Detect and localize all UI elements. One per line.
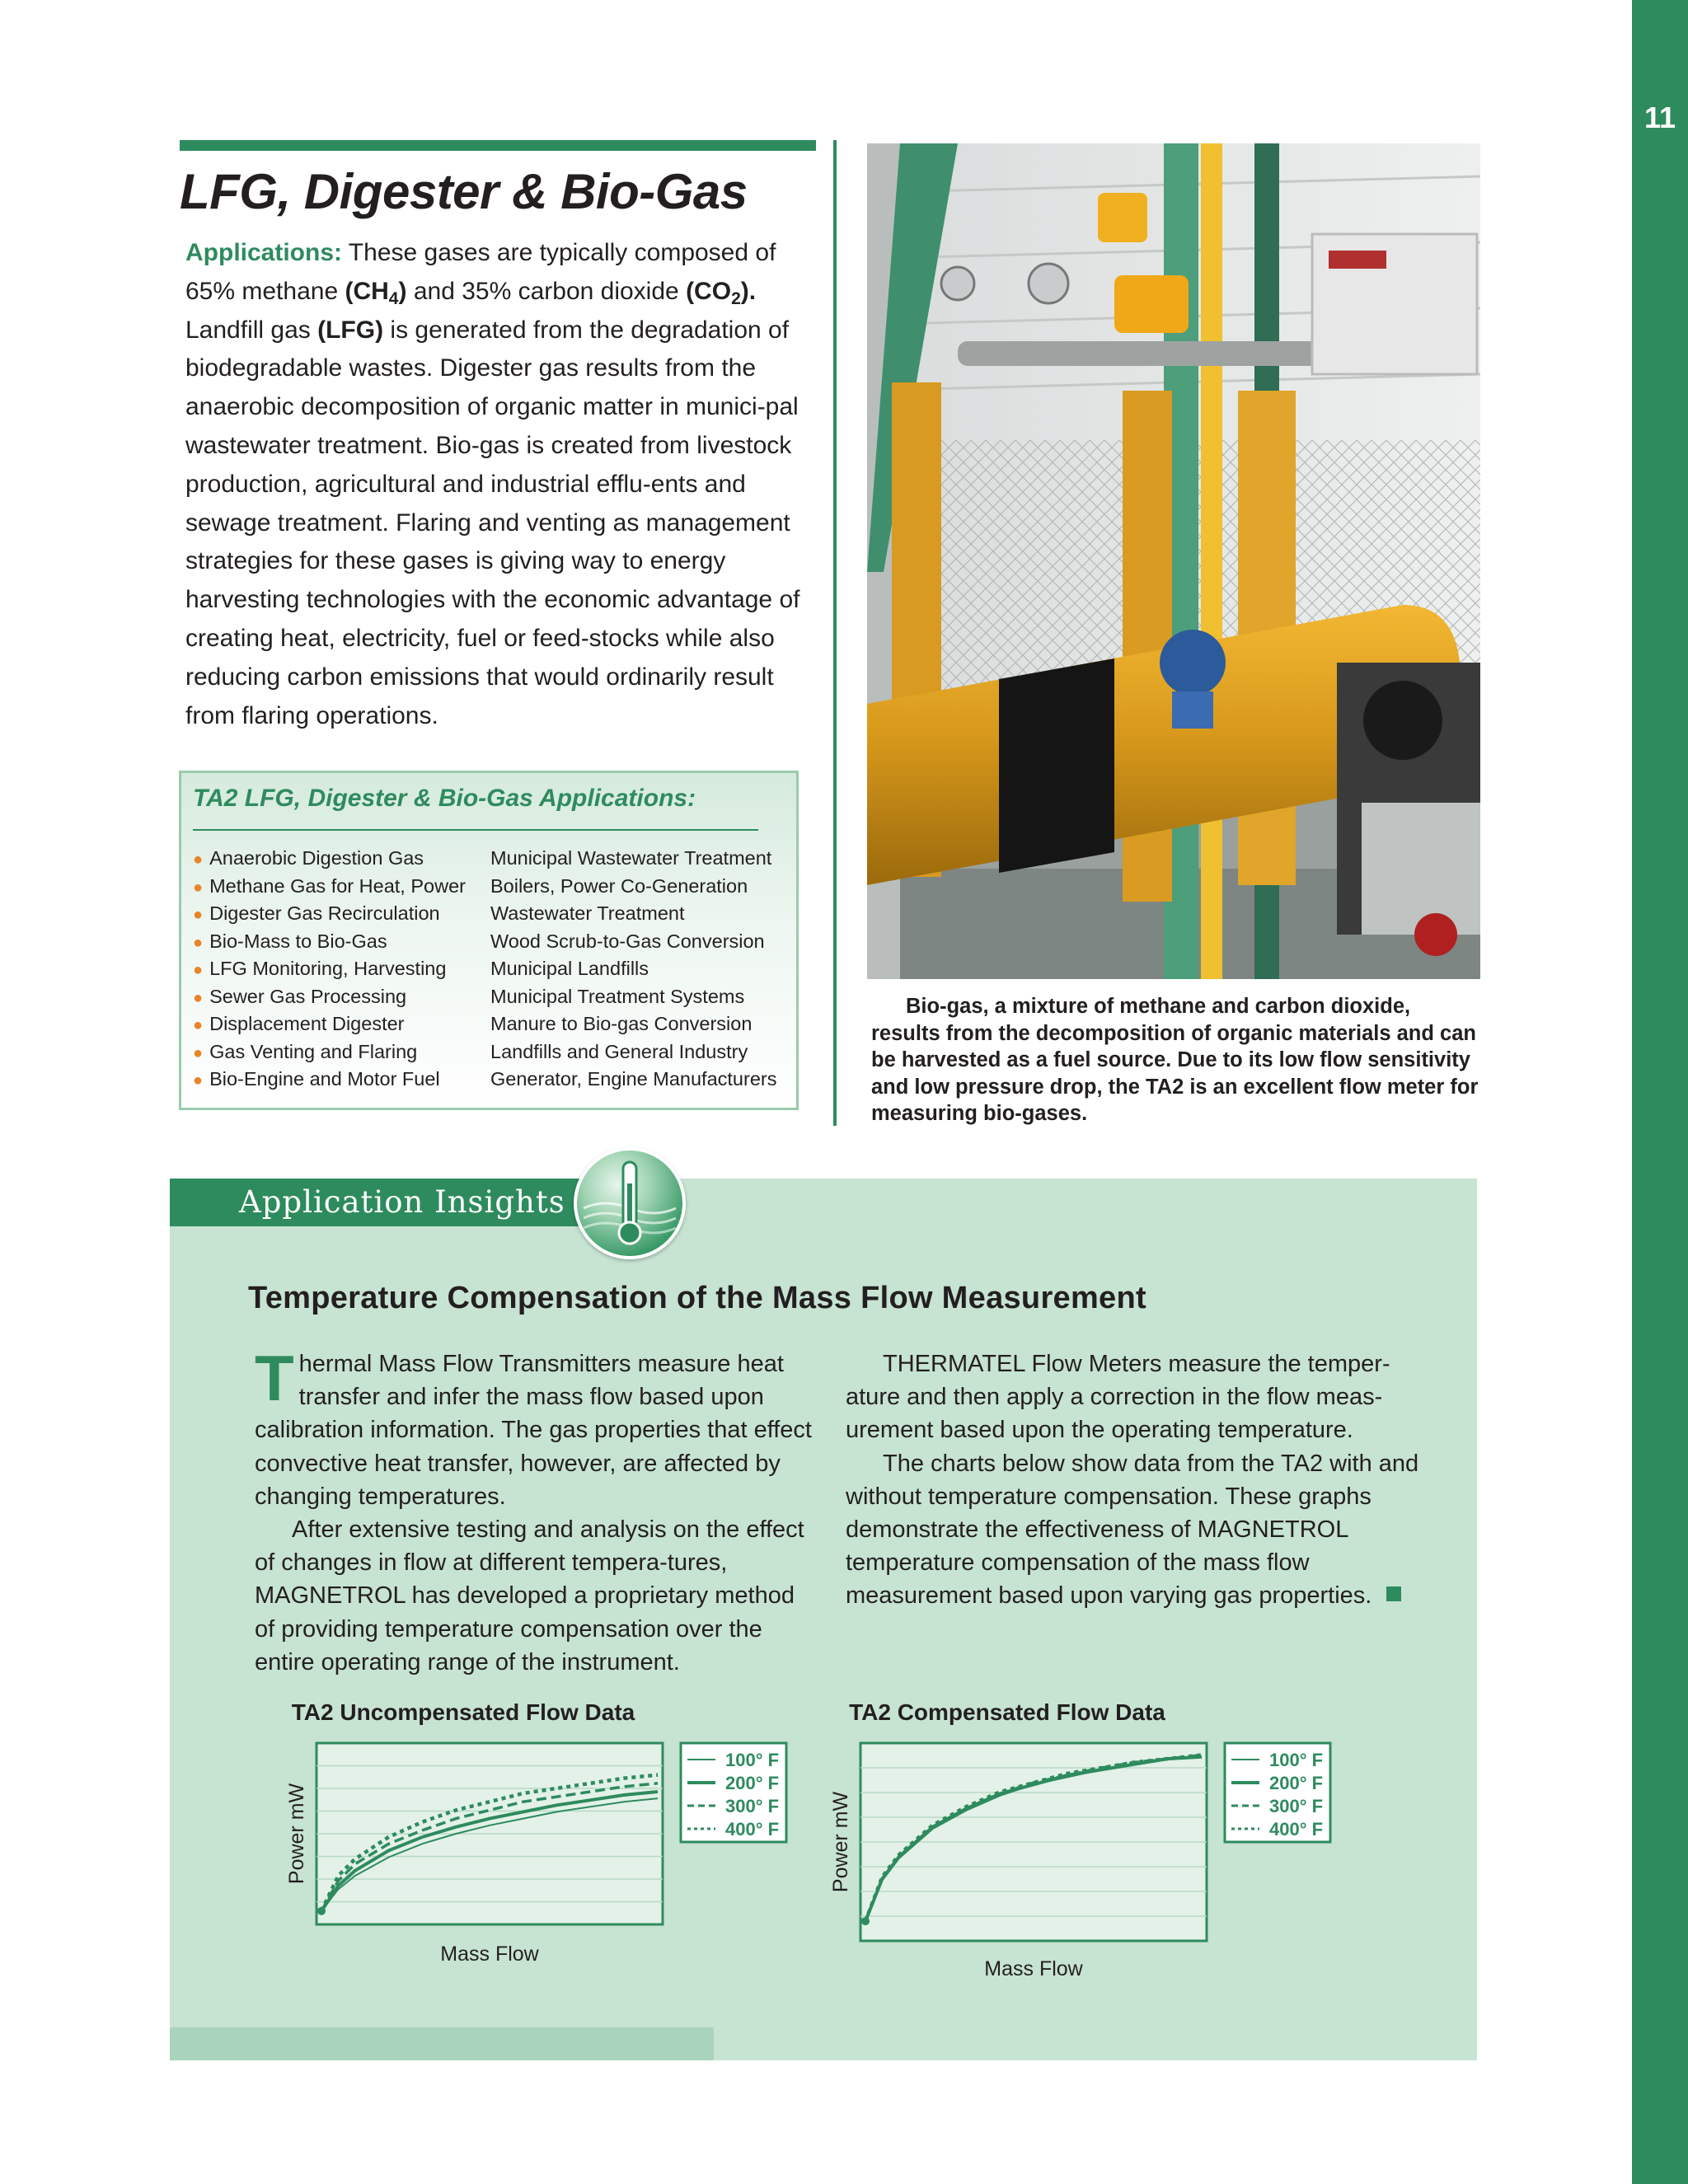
- insights-paragraph-3: THERMATEL Flow Meters measure the temper-ature and then apply a correction in the flow meas-urement based upon the operating temperature.: [846, 1351, 1390, 1444]
- uncompensated-flow-chart: [272, 1695, 799, 1980]
- application-item: ● Anaerobic Digestion Gas: [193, 847, 424, 869]
- insights-column-right: [846, 1347, 1423, 1613]
- application-item: Boilers, Power Co-Generation: [490, 874, 748, 897]
- application-item: Manure to Bio-gas Conversion: [490, 1013, 753, 1034]
- methane-formula: $(CH_4)$: [345, 277, 407, 308]
- chart-legend-label: 200° F: [1269, 1773, 1324, 1793]
- insights-paragraph-1: Thermal Mass Flow Transmitters measure heat transfer and infer the mass flow based upon calibration information. The gas properties that effect convective heat transfer, however, are affected by changing temperatures.: [255, 1342, 812, 1510]
- bullet-icon: ●: [193, 961, 204, 979]
- end-mark-icon: [1386, 1586, 1401, 1601]
- bullet-icon: ●: [193, 878, 204, 897]
- thermometer-icon: [574, 1147, 686, 1259]
- chart-legend-label: 300° F: [725, 1796, 780, 1816]
- applications-box: [179, 771, 799, 1110]
- compensated-chart-svg: [816, 1695, 1343, 1992]
- application-item: ● Bio-Mass to Bio-Gas: [193, 930, 387, 952]
- chart-legend-label: 400° F: [725, 1819, 780, 1840]
- biogas-installation-illustration: [867, 143, 1480, 979]
- insights-column-left: [255, 1342, 815, 1679]
- co2-formula: $(CO_2)$.: [686, 277, 757, 308]
- chart-legend-label: 400° F: [1269, 1819, 1324, 1840]
- application-item: Landfills and General Industry: [490, 1040, 748, 1062]
- chart-ylabel: Power mW: [829, 1791, 852, 1893]
- bullet-icon: ●: [193, 1043, 204, 1062]
- insights-label: Application Insights: [239, 1184, 565, 1220]
- title-rule: [180, 140, 816, 151]
- applications-list-left: [193, 845, 466, 1094]
- application-item: Generator, Engine Manufacturers: [490, 1068, 777, 1090]
- chart-xlabel: Mass Flow: [984, 1957, 1083, 1980]
- chart-legend-label: 200° F: [725, 1773, 780, 1793]
- chart-title: TA2 Uncompensated Flow Data: [291, 1699, 635, 1725]
- application-item: ● Digester Gas Recirculation: [193, 902, 440, 924]
- column-divider: [833, 140, 837, 1126]
- insights-heading: Temperature Compensation of the Mass Flow Measurement: [248, 1281, 1146, 1315]
- application-item: ● Sewer Gas Processing: [193, 985, 407, 1007]
- application-item: Wastewater Treatment: [490, 902, 685, 924]
- chart-xlabel: Mass Flow: [440, 1943, 539, 1966]
- chart-legend-label: 100° F: [725, 1750, 780, 1770]
- insights-paragraph-4: The charts below show data from the TA2 with and without temperature compensation. These graphs demonstrate the effectiveness of MAGNETROL temperature compensation of the mass flow measurement based upon varying gas properties.: [846, 1450, 1419, 1610]
- uncompensated-chart-svg: [272, 1695, 799, 1975]
- page-side-bar: [1632, 0, 1688, 2184]
- intro-lead: Applications:: [185, 239, 343, 266]
- applications-list-right: [490, 845, 776, 1094]
- applications-title: TA2 LFG, Digester & Bio-Gas Applications:: [193, 785, 696, 812]
- intro-paragraph: Applications: These gases are typically composed of 65% methane $(CH_4)$ and 35% carbon dioxide $(CO_2)$. Landfill gas (LFG) is generated from the degradation of biodegradable wastes. Digester gas results from the anaerobic decomposition of organic matter in munici-pal wastewater treatment. Bio-gas is created from livestock production, agricultural and industrial efflu-ents and sewage treatment. Flaring and venting as management strategies for these gases is giving way to energy harvesting technologies with the economic advantage of creating heat, electricity, fuel or feed-stocks while also reducing carbon emissions that would ordinarily result from flaring operations.: [185, 239, 800, 729]
- bullet-icon: ●: [193, 1016, 204, 1034]
- application-item: Wood Scrub-to-Gas Conversion: [490, 930, 765, 952]
- application-item: Municipal Treatment Systems: [490, 985, 745, 1007]
- bullet-icon: ●: [193, 933, 204, 952]
- chart-title: TA2 Compensated Flow Data: [849, 1699, 1165, 1725]
- application-item: Municipal Wastewater Treatment: [490, 847, 772, 869]
- drop-cap: T: [255, 1342, 294, 1414]
- application-item: ● Gas Venting and Flaring: [193, 1040, 418, 1062]
- bullet-icon: ●: [193, 906, 204, 924]
- application-item: ● Bio-Engine and Motor Fuel: [193, 1068, 440, 1090]
- chart-legend-label: 100° F: [1269, 1750, 1324, 1770]
- photo-caption: Bio-gas, a mixture of methane and carbon dioxide, results from the decomposition of organic materials and can be harvested as a fuel source. Due to its low flow sensitivity and low pressure drop, the TA2 is an excellent flow meter for measuring bio-gases.: [871, 995, 1479, 1125]
- bullet-icon: ●: [193, 1071, 204, 1090]
- page-title: LFG, Digester & Bio-Gas: [180, 164, 748, 219]
- bullet-icon: ●: [193, 851, 204, 869]
- bullet-icon: ●: [193, 988, 204, 1007]
- application-item: ● Methane Gas for Heat, Power: [193, 874, 466, 897]
- applications-rule: [193, 829, 758, 831]
- application-item: ● Displacement Digester: [193, 1013, 405, 1034]
- chart-origin-marker: [861, 1917, 870, 1925]
- insights-bottom-strip: [170, 2027, 714, 2060]
- compensated-flow-chart: [816, 1695, 1343, 1996]
- lfg-term: (LFG): [317, 316, 384, 344]
- chart-ylabel: Power mW: [285, 1783, 308, 1885]
- insights-paragraph-2: After extensive testing and analysis on the effect of changes in flow at different tempera-tures, MAGNETROL has developed a proprietary method of providing temperature compensation over the entire operating range of the instrument.: [255, 1516, 804, 1675]
- biogas-photo: [867, 143, 1480, 979]
- page-number: 11: [1643, 101, 1676, 134]
- chart-origin-marker: [317, 1907, 326, 1915]
- application-item: Municipal Landfills: [490, 958, 649, 979]
- chart-legend-label: 300° F: [1269, 1796, 1324, 1816]
- application-item: ● LFG Monitoring, Harvesting: [193, 958, 447, 979]
